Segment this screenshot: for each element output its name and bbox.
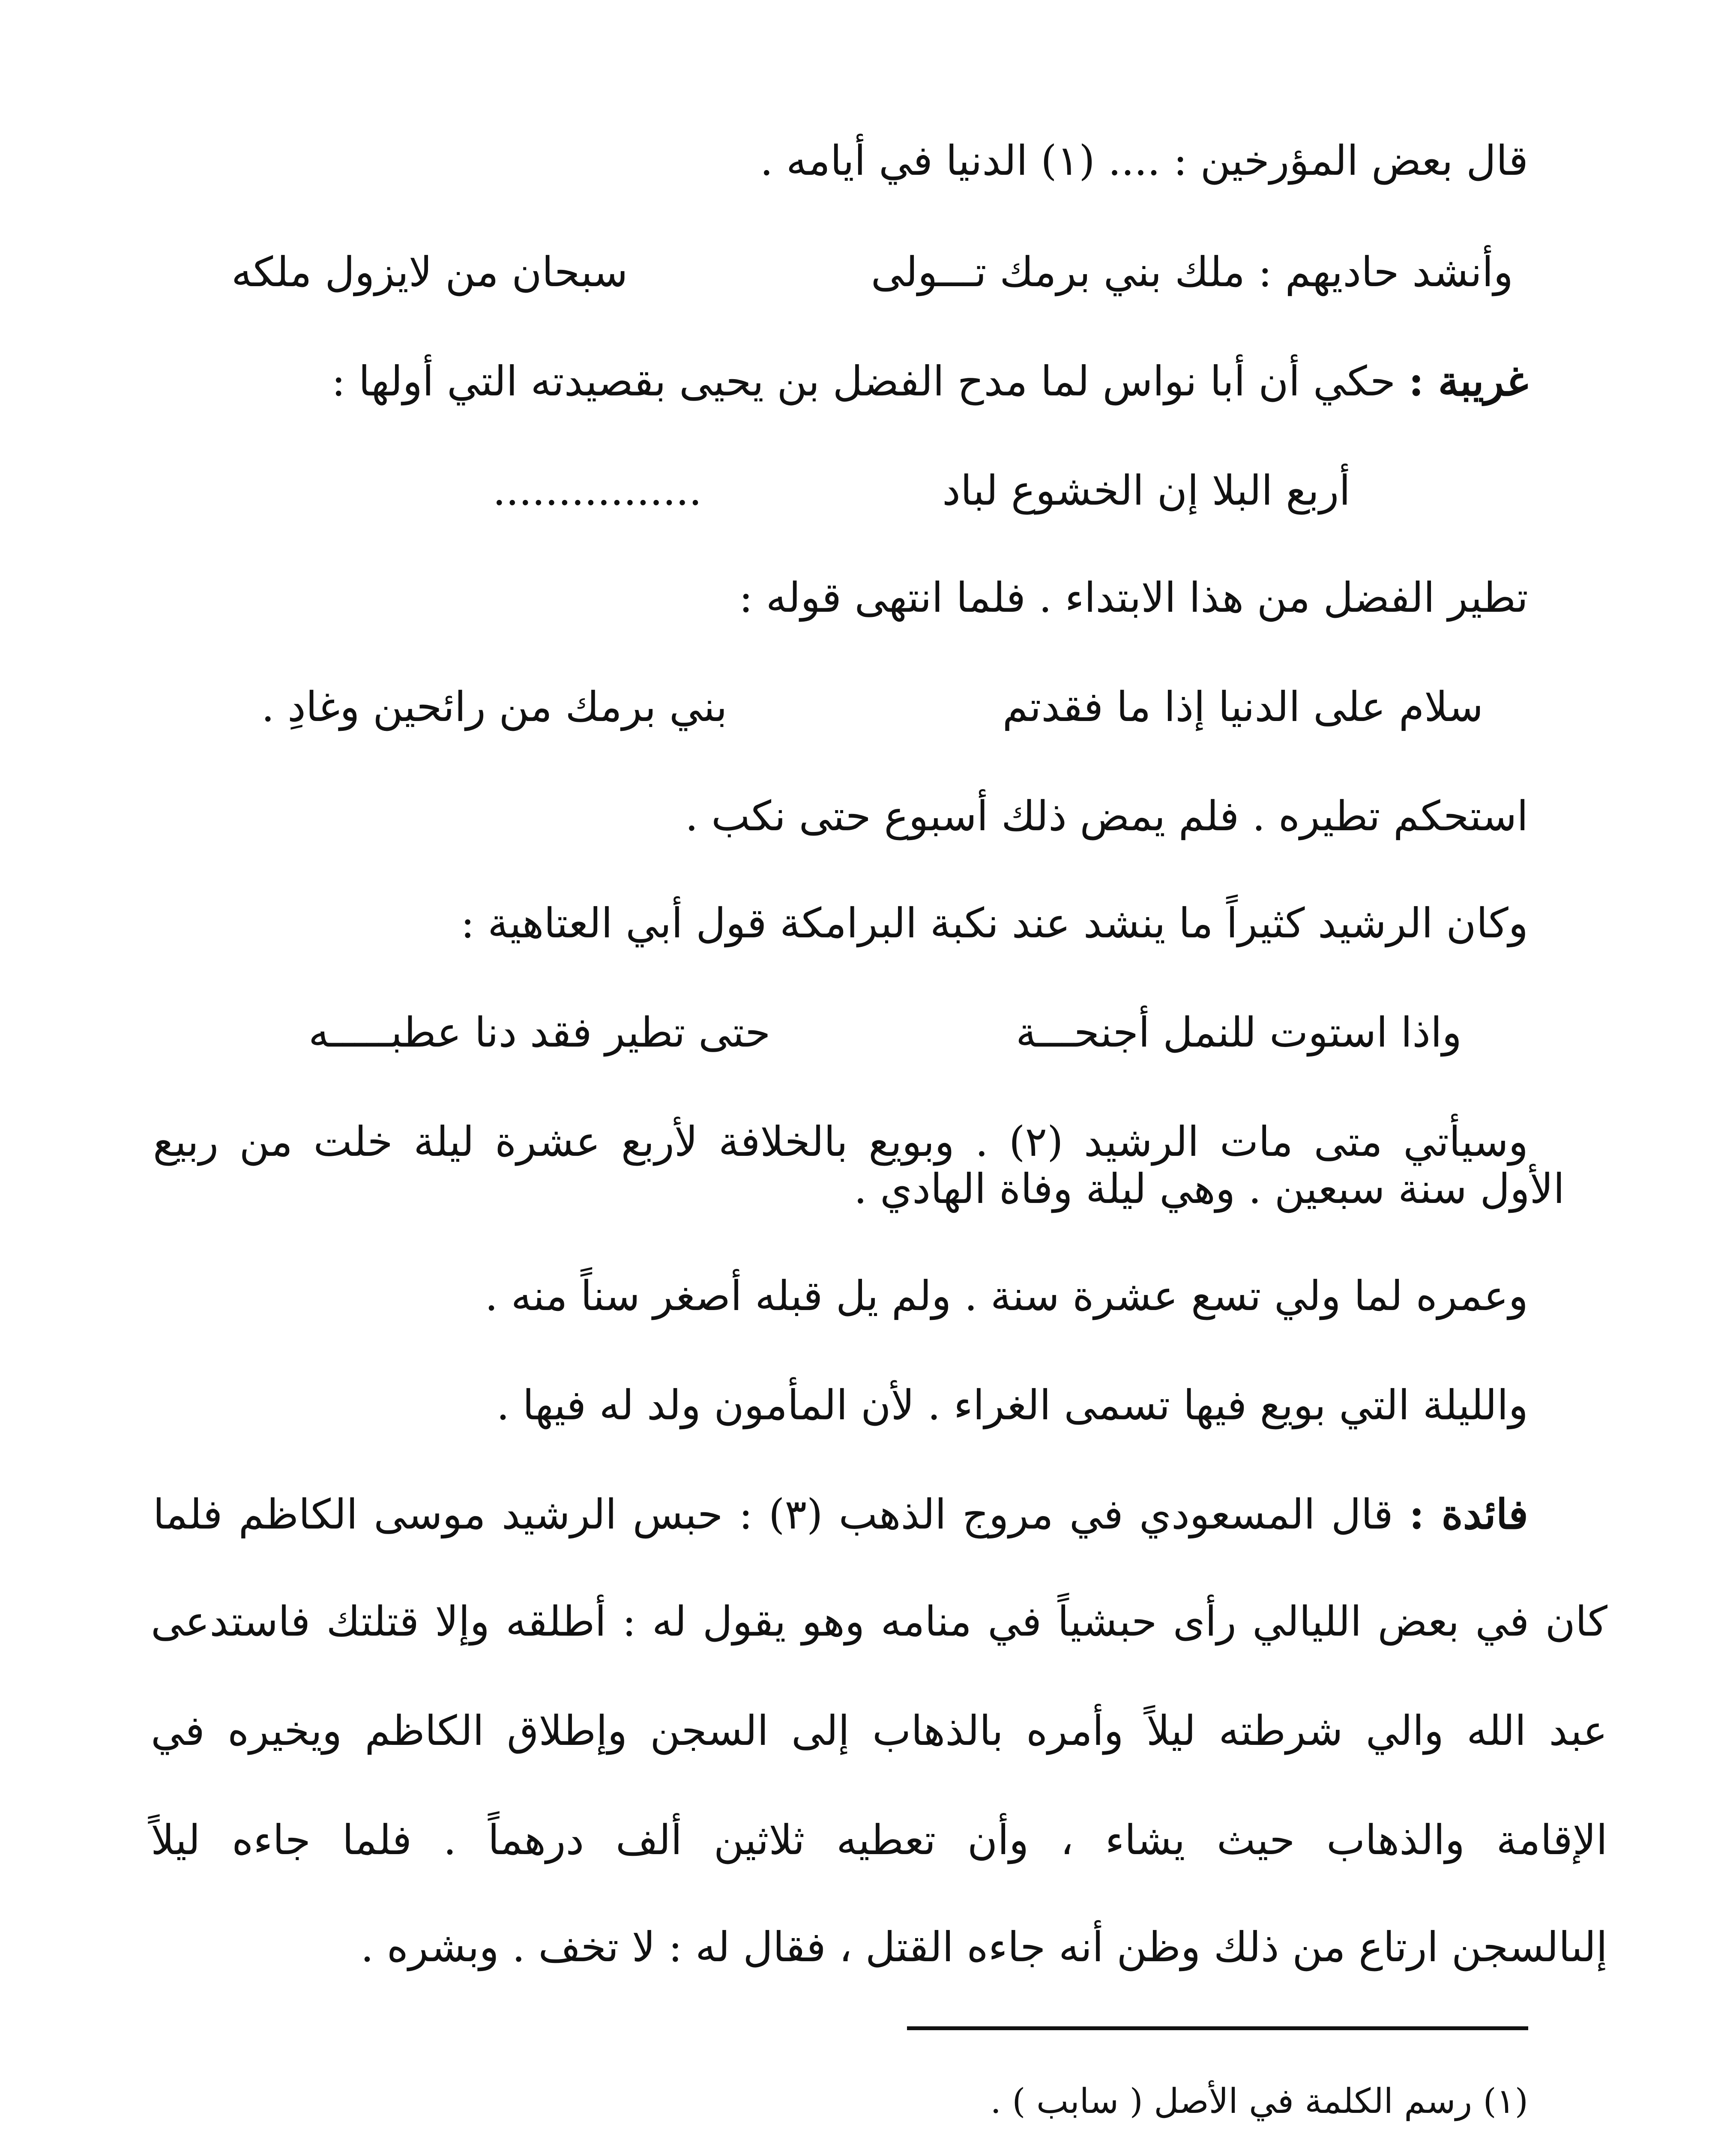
- text-line-18: إلىالسجن ارتاع من ذلك وظن أنه جاءه القتل ، فقال له : لا تخف . وبشره .: [360, 1923, 1607, 1971]
- keyword-ghariba: غريبة :: [1408, 357, 1528, 405]
- text-line-16: عبد الله والي شرطته ليلاً وأمره بالذهاب إلى السجن وإطلاق الكاظم ويخيره في: [151, 1707, 1607, 1755]
- verse-4-hemistich-1: واذا استوت للنمل أجنحـــة: [1015, 1008, 1462, 1056]
- text-line-1: قال بعض المؤرخين : .... (١) الدنيا في أيامه .: [760, 137, 1528, 185]
- text-line-12: وعمره لما ولي تسع عشرة سنة . ولم يل قبله أصغر سناً منه .: [485, 1272, 1528, 1320]
- verse-1-hemistich-2: سبحان من لايزول ملكه: [231, 248, 628, 296]
- verse-2-hemistich-1: أربع البلا إن الخشوع لباد: [942, 467, 1350, 515]
- text-line-5: تطير الفضل من هذا الابتداء . فلما انتهى قوله :: [739, 574, 1528, 622]
- verse-3-hemistich-2: بني برمك من رائحين وغادِ .: [261, 683, 727, 731]
- text-line-14-body: قال المسعودي في مروج الذهب (٣) : حبس الرشيد موسى الكاظم فلما: [153, 1490, 1409, 1538]
- verse-3-hemistich-1: سلام على الدنيا إذا ما فقدتم: [1002, 683, 1483, 731]
- verse-1-hemistich-1: وأنشد حاديهم : ملك بني برمك تـــولى: [871, 248, 1513, 296]
- verse-2-hemistich-2: ................: [493, 467, 702, 515]
- text-line-7: استحكم تطيره . فلم يمض ذلك أسبوع حتى نكب .: [685, 792, 1528, 840]
- text-line-14: [153, 1487, 1528, 1542]
- text-line-11: الأول سنة سبعين . وهي ليلة وفاة الهادي .: [854, 1165, 1565, 1213]
- keyword-faida: فائدة :: [1409, 1490, 1529, 1538]
- footnote-1: (١) رسم الكلمة في الأصل ( سابب ) .: [990, 2081, 1528, 2121]
- text-line-3-body: حكي أن أبا نواس لما مدح الفضل بن يحيى بقصيدته التي أولها :: [331, 357, 1409, 405]
- text-line-17: الإقامة والذهاب حيث يشاء ، وأن تعطيه ثلاثين ألف درهماً . فلما جاءه ليلاً: [151, 1816, 1608, 1864]
- text-line-8: وكان الرشيد كثيراً ما ينشد عند نكبة البرامكة قول أبي العتاهية :: [461, 899, 1528, 947]
- text-line-10: وسيأتي متى مات الرشيد (٢) . وبويع بالخلافة لأربع عشرة ليلة خلت من ربيع: [153, 1118, 1529, 1166]
- text-line-15: كان في بعض الليالي رأى حبشياً في منامه وهو يقول له : أطلقه وإلا قتلتك فاستدعى: [151, 1598, 1607, 1645]
- footnote-separator: [907, 2026, 1528, 2030]
- verse-4-hemistich-2: حتى تطير فقد دنا عطبـــــه: [308, 1008, 771, 1056]
- text-line-13: والليلة التي بويع فيها تسمى الغراء . لأن المأمون ولد له فيها .: [496, 1381, 1528, 1429]
- text-line-3: [332, 353, 1528, 409]
